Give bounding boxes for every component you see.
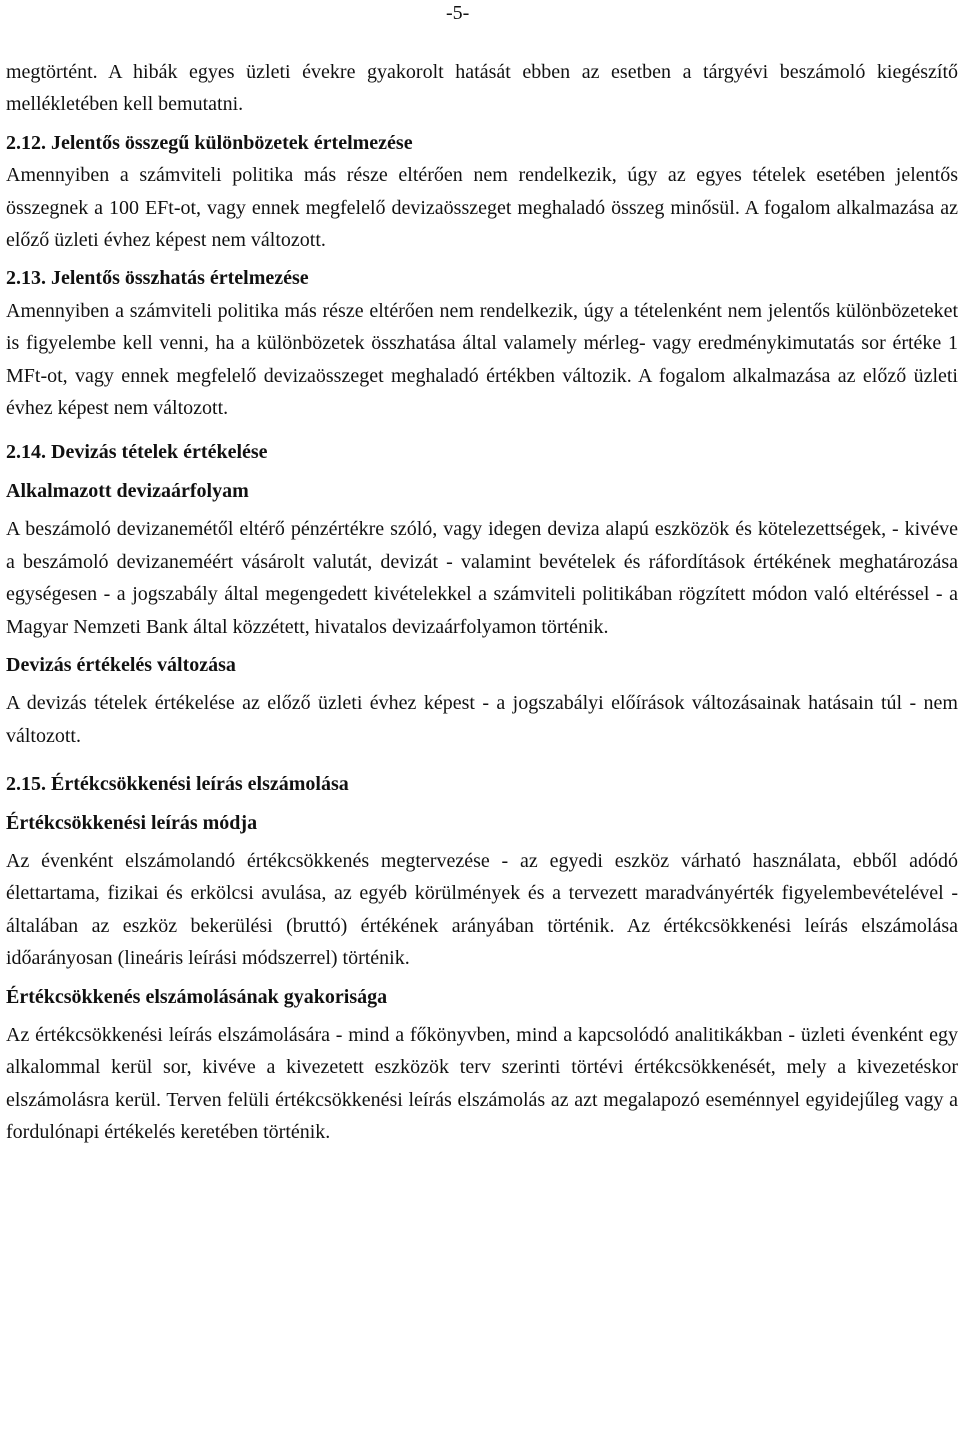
section-2-12-text: Amennyiben a számviteli politika más része eltérően nem rendelkezik, úgy az egyes tételek esetében jelentős összegnek a 100 EFt-ot, vagy ennek megfelelő devizaösszeget meghaladó összeg minősül. A fogalom alkalmazása az előző üzleti évhez képest nem változott. — [6, 164, 958, 252]
section-2-15-heading: 2.15. Értékcsökkenési leírás elszámolása — [6, 773, 349, 796]
section-2-13-heading: 2.13. Jelentős összhatás értelmezése — [6, 267, 309, 290]
document-body — [6, 56, 958, 1149]
section-2-12-heading: 2.12. Jelentős összegű különbözetek értelmezése — [6, 131, 413, 154]
section-2-14-subheading-rate: Alkalmazott devizaárfolyam — [6, 479, 249, 502]
section-2-15-text-method: Az évenként elszámolandó értékcsökkenés megtervezése - az egyedi eszköz várható használata, ebből adódó élettartama, fizikai és erkölcsi avulása, az egyéb körülmények és a tervezett maradványérték figyelembevételével - általában az eszköz bekerülési (bruttó) értékének arányában történik. Az értékcsökkenési leírás elszámolása időarányosan (lineáris leírási módszerrel) történik. — [6, 849, 958, 970]
section-2-13-text: Amennyiben a számviteli politika más része eltérően nem rendelkezik, úgy a tételenként nem jelentős különbözeteket is figyelembe kell venni, ha a különbözetek összhatása által valamely mérleg- vagy eredménykimutatás sor értéke 1 MFt-ot, vagy ennek megfelelő devizaösszeget meghaladó értékben változik. A fogalom alkalmazása az előző üzleti évhez képest nem változott. — [6, 299, 958, 420]
section-2-14-heading: 2.14. Devizás tételek értékelése — [6, 441, 268, 464]
intro-paragraph: megtörtént. A hibák egyes üzleti évekre gyakorolt hatását ebben az esetben a tárgyévi beszámoló kiegészítő mellékletében kell bemutatni. — [6, 61, 958, 116]
section-2-15-text-frequency: Az értékcsökkenési leírás elszámolására - mind a főkönyvben, mind a kapcsolódó analitikákban - üzleti évenként egy alkalommal kerül sor, kivéve a kivezetett eszközök terv szerinti törtévi értékcsökkenését, mely a kivezetéskor elszámolásra kerül. Terven felüli értékcsökkenési leírás elszámolás az azt megalapozó eseménnyel egyidejűleg vagy a fordulónapi értékelés keretében történik. — [6, 1023, 958, 1144]
section-2-14-text-change: A devizás tételek értékelése az előző üzleti évhez képest - a jogszabályi előírások változásainak hatásain túl - nem változott. — [6, 692, 958, 747]
section-2-15-subheading-method: Értékcsökkenési leírás módja — [6, 811, 258, 834]
section-2-14-text-rate: A beszámoló devizanemétől eltérő pénzértékre szóló, vagy idegen deviza alapú eszközök és kötelezettségek, - kivéve a beszámoló devizaneméért vásárolt valutát, devizát - valamint bevételek és ráfordítások értékének meghatározása egységesen - a jogszabály által megengedett kivételekkel a számviteli politikában rögzített módon való eltéréssel - a Magyar Nemzeti Bank által közzétett, hivatalos devizaárfolyamon történik. — [6, 518, 958, 638]
section-2-14-subheading-change: Devizás értékelés változása — [6, 653, 236, 676]
page-number: -5- — [446, 2, 470, 24]
section-2-15-subheading-frequency: Értékcsökkenés elszámolásának gyakorisága — [6, 985, 388, 1008]
